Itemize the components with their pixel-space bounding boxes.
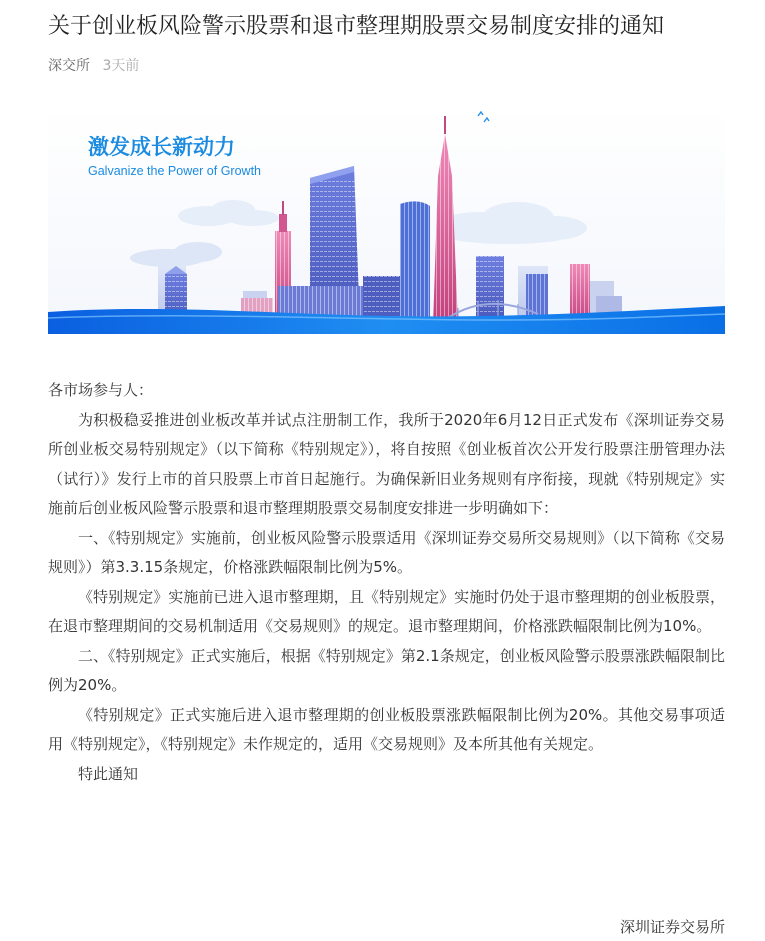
salutation: 各市场参与人：: [48, 381, 154, 399]
closing-line: 特此通知: [78, 764, 139, 783]
paragraph: 二、《特别规定》正式实施后，根据《特别规定》第2.1条规定，创业板风险警示股票涨跌幅限制比例为20%。: [48, 646, 725, 694]
paragraph: 《特别规定》实施前已进入退市整理期，且《特别规定》实施时仍处于退市整理期的创业板股票，在退市整理期间的交易机制适用《交易规则》的规定。退市整理期间，价格涨跌幅限制比例为10%。: [48, 587, 725, 635]
article-title: 关于创业板风险警示股票和退市整理期股票交易制度安排的通知: [48, 14, 665, 39]
paragraph: 《特别规定》正式实施后进入退市整理期的创业板股票涨跌幅限制比例为20%。其他交易事项适用《特别规定》，《特别规定》未作规定的，适用《交易规则》及本所其他有关规定。: [48, 705, 725, 753]
paragraph: 为积极稳妥推进创业板改革并试点注册制工作，我所于2020年6月12日正式发布《深圳证券交易所创业板交易特别规定》（以下简称《特别规定》），将自按照《创业板首次公开发行股票注册管理办法（试行）》发行上市的首只股票上市首日起施行。为确保新旧业务规则有序衔接，现就《特别规定》实施前后创业板风险警示股票和退市整理期股票交易制度安排进一步明确如下：: [48, 410, 725, 517]
banner-headline-en: Galvanize the Power of Growth: [88, 164, 261, 178]
article-meta: [48, 56, 139, 76]
article-time: 3天前: [102, 58, 140, 74]
signature: 深圳证券交易所: [619, 918, 725, 936]
article-source[interactable]: 深交所: [48, 58, 90, 74]
article-banner-image: [48, 106, 725, 334]
paragraph: 一、《特别规定》实施前，创业板风险警示股票适用《深圳证券交易所交易规则》（以下简称《交易规则》）第3.3.15条规定，价格涨跌幅限制比例为5%。: [48, 528, 725, 576]
banner-headline-cn: 激发成长新动力: [88, 135, 235, 159]
article-body: [48, 376, 725, 789]
